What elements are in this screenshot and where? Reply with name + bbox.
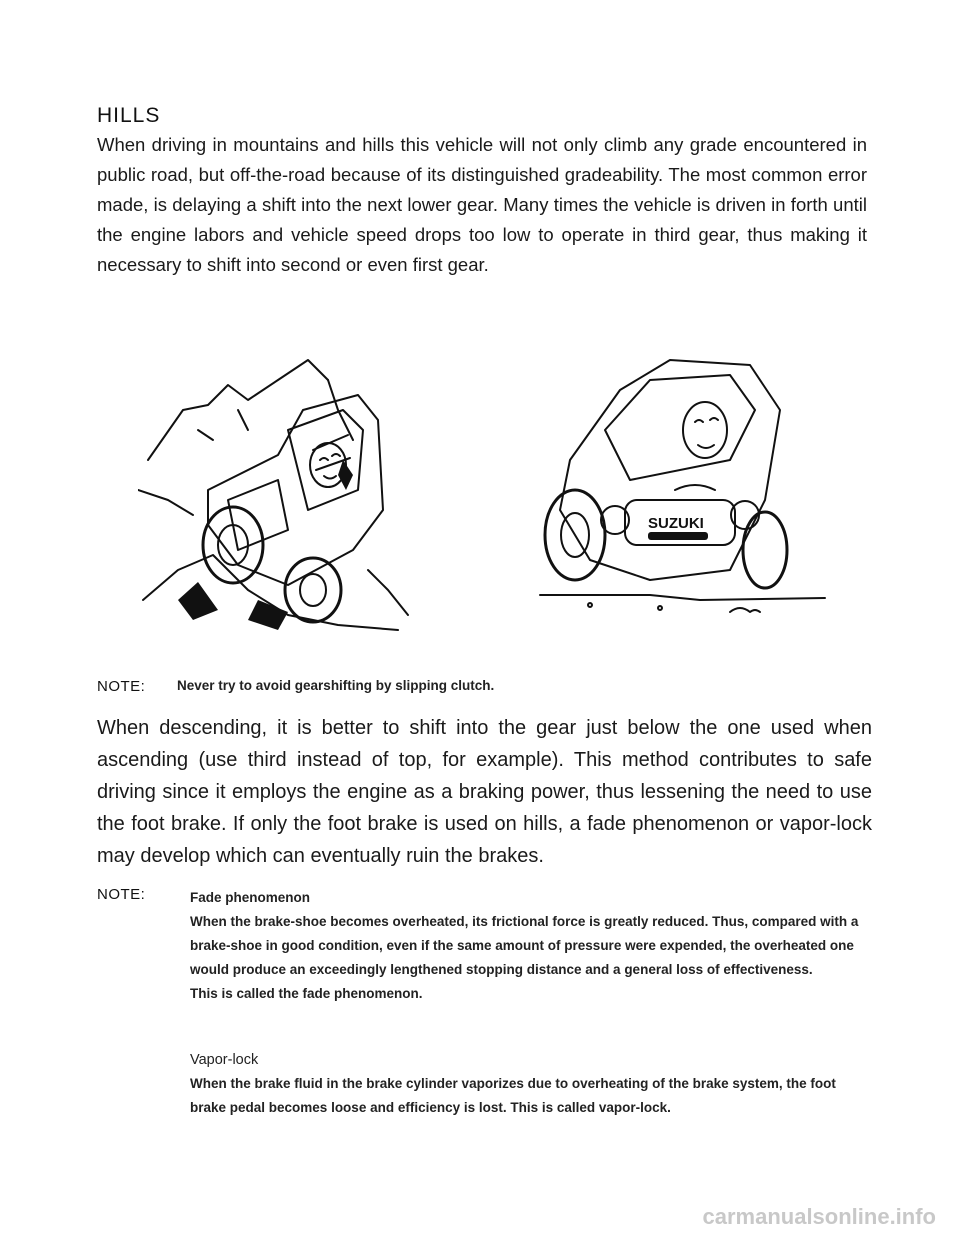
jeep-descending-illustration	[530, 350, 830, 635]
fade-summary-text: This is called the fade phenomenon.	[190, 986, 423, 1001]
fade-body-text: When the brake-shoe becomes overheated, its frictional force is greatly reduced. Thus, compared with a brake-shoe in good condition, even if the same amount of pressure were expended, the overheated one would produce an exceedingly lengthened stopping distance and a general loss of effectiveness.	[190, 914, 859, 977]
watermark: carmanualsonline.info	[702, 1204, 936, 1229]
note2-label: NOTE:	[97, 886, 146, 903]
vapor-lock-body: When the brake fluid in the brake cylinder vaporizes due to overheating of the brake system, the foot brake pedal becomes loose and efficiency is lost. This is called vapor-lock.	[190, 1076, 836, 1115]
hills-paragraph: When driving in mountains and hills this vehicle will not only climb any grade encountered in public road, but off-the-road because of its distinguished gradeability. The most common error made, is delaying a shift into the next lower gear. Many times the vehicle is driven in forth until the engine labors and vehicle speed drops too low to operate in third gear, thus making it necessary to shift into second or even first gear.	[97, 134, 867, 275]
note-clutch	[97, 678, 494, 695]
suzuki-badge-text: SUZUKI	[648, 515, 704, 532]
note-label: NOTE:	[97, 678, 146, 695]
section-heading: HILLS	[97, 104, 161, 127]
fade-phenomenon-title: Fade phenomenon	[190, 890, 311, 905]
jeep-climbing-hill-illustration	[138, 350, 438, 635]
vapor-lock-title: Vapor-lock	[190, 1052, 259, 1068]
note-text: Never try to avoid gearshifting by slipping clutch.	[177, 678, 495, 693]
fade-phenomenon-body	[190, 910, 870, 1006]
descending-paragraph: When descending, it is better to shift into the gear just below the one used when ascending (use third instead of top, for example). This method contributes to safe driving since it employs the engine as a braking power, thus lessening the need to use the foot brake. If only the foot brake is used on hills, a fade phenomenon or vapor-lock may develop which can eventually ruin the brakes.	[97, 717, 872, 867]
